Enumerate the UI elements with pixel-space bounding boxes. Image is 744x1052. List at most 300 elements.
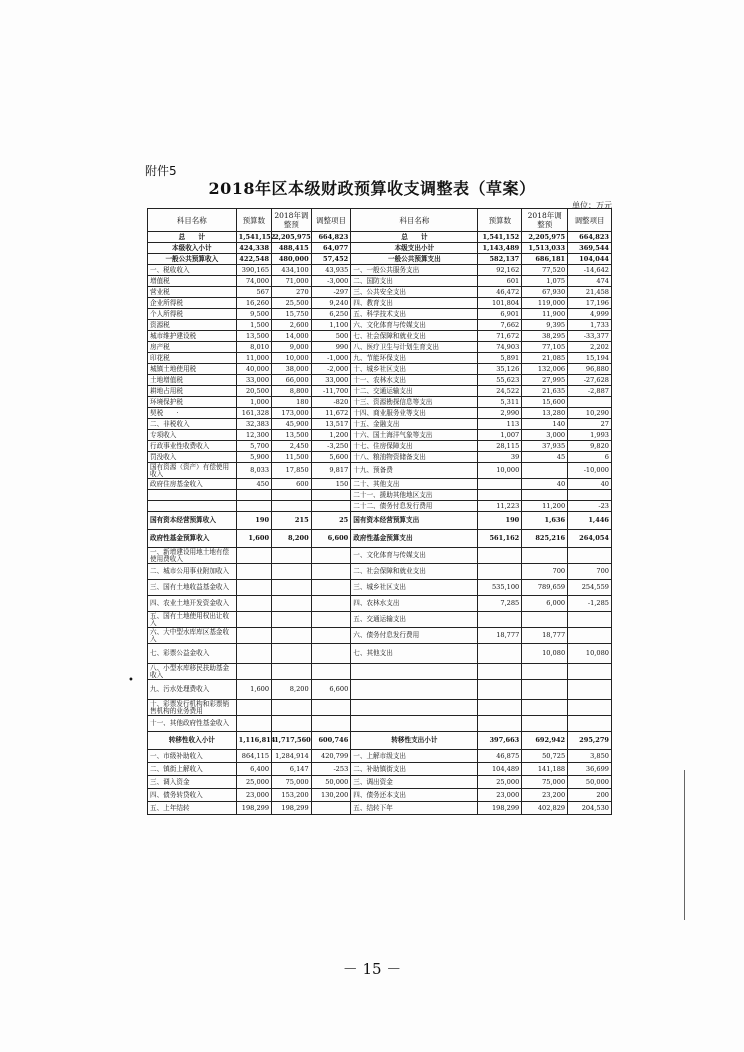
amount-cell: 45	[522, 452, 568, 463]
amount-cell: 132,006	[522, 364, 568, 375]
amount-cell: 92,162	[478, 265, 522, 276]
amount-cell: 2,205,975	[522, 232, 568, 243]
amount-cell: 9,240	[311, 298, 351, 309]
table-row	[148, 232, 612, 243]
item-name-cell: 五、上年结转	[148, 802, 237, 815]
amount-cell: 1,000	[236, 397, 271, 408]
amount-cell	[236, 596, 271, 612]
amount-cell: 24,522	[478, 386, 522, 397]
amount-cell: 50,000	[311, 776, 351, 789]
amount-cell: 23,000	[478, 789, 522, 802]
amount-cell: 5,600	[311, 452, 351, 463]
amount-cell: 140	[522, 419, 568, 430]
amount-cell: -11,700	[311, 386, 351, 397]
header-cell: 科目名称	[148, 209, 237, 232]
item-name-cell: 印花税	[148, 353, 237, 364]
table-row	[148, 298, 612, 309]
amount-cell: 9,000	[272, 342, 312, 353]
amount-cell	[478, 548, 522, 564]
amount-cell	[568, 628, 612, 644]
amount-cell: 5,891	[478, 353, 522, 364]
amount-cell: 77,520	[522, 265, 568, 276]
item-name-cell: 五、结转下年	[351, 802, 478, 815]
item-name-cell: 总 计	[351, 232, 478, 243]
amount-cell: 2,202	[568, 342, 612, 353]
table-row	[148, 716, 612, 732]
amount-cell: 686,181	[522, 254, 568, 265]
item-name-cell: 七、其他支出	[351, 644, 478, 664]
amount-cell: 8,800	[272, 386, 312, 397]
amount-cell: 46,875	[478, 750, 522, 763]
amount-cell: 500	[311, 331, 351, 342]
amount-cell: 1,446	[568, 512, 612, 530]
amount-cell: 1,541,152	[478, 232, 522, 243]
amount-cell: 561,162	[478, 530, 522, 548]
amount-cell: 1,284,914	[272, 750, 312, 763]
amount-cell: 7,662	[478, 320, 522, 331]
amount-cell: 101,804	[478, 298, 522, 309]
amount-cell	[478, 716, 522, 732]
amount-cell: 422,548	[236, 254, 271, 265]
amount-cell	[236, 612, 271, 628]
table-row	[148, 254, 612, 265]
amount-cell: 700	[522, 564, 568, 580]
amount-cell	[522, 664, 568, 680]
amount-cell: 25,500	[272, 298, 312, 309]
amount-cell: 3,000	[522, 430, 568, 441]
amount-cell: 96,880	[568, 364, 612, 375]
table-row	[148, 441, 612, 452]
amount-cell	[568, 716, 612, 732]
table-row	[148, 664, 612, 680]
item-name-cell: 四、农林水支出	[351, 596, 478, 612]
amount-cell: 104,044	[568, 254, 612, 265]
amount-cell: 1,143,489	[478, 243, 522, 254]
amount-cell: 17,850	[272, 463, 312, 479]
item-name-cell: 一、市级补助收入	[148, 750, 237, 763]
amount-cell	[272, 716, 312, 732]
item-name-cell: 国有资本经营预算支出	[351, 512, 478, 530]
amount-cell	[236, 664, 271, 680]
item-name-cell: 二十、其他支出	[351, 479, 478, 490]
amount-cell: -2,000	[311, 364, 351, 375]
item-name-cell	[351, 700, 478, 716]
amount-cell: 1,541,152	[236, 232, 271, 243]
amount-cell: -2,887	[568, 386, 612, 397]
amount-cell	[236, 490, 271, 501]
item-name-cell: 一、一般公共服务支出	[351, 265, 478, 276]
amount-cell: 600	[272, 479, 312, 490]
item-name-cell: 五、科学技术支出	[351, 309, 478, 320]
amount-cell: 600,746	[311, 732, 351, 750]
table-row	[148, 331, 612, 342]
amount-cell: 21,458	[568, 287, 612, 298]
amount-cell: 1,513,033	[522, 243, 568, 254]
table-row	[148, 802, 612, 815]
amount-cell: 1,993	[568, 430, 612, 441]
amount-cell: -1,285	[568, 596, 612, 612]
table-row	[148, 490, 612, 501]
amount-cell: 11,200	[522, 501, 568, 512]
amount-cell: 20,500	[236, 386, 271, 397]
item-name-cell: 总 计	[148, 232, 237, 243]
amount-cell	[568, 490, 612, 501]
amount-cell	[272, 548, 312, 564]
table-row	[148, 287, 612, 298]
amount-cell: 23,200	[522, 789, 568, 802]
amount-cell	[272, 628, 312, 644]
amount-cell: 75,000	[522, 776, 568, 789]
amount-cell: 10,000	[478, 463, 522, 479]
amount-cell: 18,777	[478, 628, 522, 644]
amount-cell: 12,300	[236, 430, 271, 441]
amount-cell: 198,299	[272, 802, 312, 815]
amount-cell: 104,489	[478, 763, 522, 776]
amount-cell	[236, 548, 271, 564]
amount-cell: 1,636	[522, 512, 568, 530]
amount-cell: 11,223	[478, 501, 522, 512]
item-name-cell: 十七、住房保障支出	[351, 441, 478, 452]
item-name-cell: 十四、商业服务业等支出	[351, 408, 478, 419]
table-row	[148, 580, 612, 596]
amount-cell: 13,500	[272, 430, 312, 441]
item-name-cell: 环境保护税	[148, 397, 237, 408]
amount-cell	[236, 644, 271, 664]
amount-cell	[311, 596, 351, 612]
amount-cell: 2,205,975	[272, 232, 312, 243]
amount-cell: 113	[478, 419, 522, 430]
item-name-cell: 十九、预备费	[351, 463, 478, 479]
table-row	[148, 763, 612, 776]
amount-cell: 40	[568, 479, 612, 490]
amount-cell: 74,000	[236, 276, 271, 287]
document-title: 2018年区本级财政预算收支调整表（草案）	[208, 179, 536, 198]
amount-cell: 190	[236, 512, 271, 530]
item-name-cell: 十、彩票发行机构和彩票销售机构的业务费用	[148, 700, 237, 716]
amount-cell: 11,500	[272, 452, 312, 463]
amount-cell: 10,080	[568, 644, 612, 664]
amount-cell: 75,000	[272, 776, 312, 789]
amount-cell	[568, 548, 612, 564]
item-name-cell: 三、城乡社区支出	[351, 580, 478, 596]
item-name-cell: 三、调出资金	[351, 776, 478, 789]
amount-cell	[272, 564, 312, 580]
amount-cell: 71,672	[478, 331, 522, 342]
amount-cell	[522, 490, 568, 501]
amount-cell: 488,415	[272, 243, 312, 254]
amount-cell: 35,126	[478, 364, 522, 375]
amount-cell: 6,000	[522, 596, 568, 612]
amount-cell: 1,075	[522, 276, 568, 287]
amount-cell: 27	[568, 419, 612, 430]
amount-cell: 38,295	[522, 331, 568, 342]
table-row	[148, 353, 612, 364]
item-name-cell: 企业所得税	[148, 298, 237, 309]
item-name-cell: 三、公共安全支出	[351, 287, 478, 298]
amount-cell	[478, 664, 522, 680]
amount-cell: 390,165	[236, 265, 271, 276]
item-name-cell: 一、税收收入	[148, 265, 237, 276]
item-name-cell: 六、债务付息发行费用	[351, 628, 478, 644]
amount-cell: 40,000	[236, 364, 271, 375]
amount-cell	[311, 580, 351, 596]
item-name-cell: 十二、交通运输支出	[351, 386, 478, 397]
amount-cell	[236, 564, 271, 580]
item-name-cell: 三、调入资金	[148, 776, 237, 789]
item-name-cell: 三、国有土地收益基金收入	[148, 580, 237, 596]
amount-cell: 21,635	[522, 386, 568, 397]
header-cell: 预算数	[478, 209, 522, 232]
amount-cell: -3,000	[311, 276, 351, 287]
table-row	[148, 309, 612, 320]
item-name-cell: 六、文化体育与传媒支出	[351, 320, 478, 331]
amount-cell: 480,000	[272, 254, 312, 265]
amount-cell: 990	[311, 342, 351, 353]
amount-cell: 50,725	[522, 750, 568, 763]
item-name-cell: 二、镇街上解收入	[148, 763, 237, 776]
amount-cell	[311, 628, 351, 644]
amount-cell: 864,115	[236, 750, 271, 763]
item-name-cell: 政府性基金预算收入	[148, 530, 237, 548]
amount-cell: 9,395	[522, 320, 568, 331]
amount-cell: 38,000	[272, 364, 312, 375]
item-name-cell	[148, 501, 237, 512]
amount-cell: 9,500	[236, 309, 271, 320]
amount-cell: 9,820	[568, 441, 612, 452]
amount-cell: 8,200	[272, 530, 312, 548]
amount-cell: 45,900	[272, 419, 312, 430]
amount-cell: 77,105	[522, 342, 568, 353]
amount-cell	[311, 716, 351, 732]
amount-cell	[311, 612, 351, 628]
amount-cell: 700	[568, 564, 612, 580]
table-row	[148, 364, 612, 375]
amount-cell: 204,530	[568, 802, 612, 815]
amount-cell: 3,850	[568, 750, 612, 763]
item-name-cell: 四、债务还本支出	[351, 789, 478, 802]
item-name-cell: 转移性支出小计	[351, 732, 478, 750]
amount-cell: -297	[311, 287, 351, 298]
amount-cell: 67,930	[522, 287, 568, 298]
amount-cell: 4,999	[568, 309, 612, 320]
amount-cell	[311, 490, 351, 501]
amount-cell: 16,260	[236, 298, 271, 309]
amount-cell	[236, 628, 271, 644]
amount-cell: 11,900	[522, 309, 568, 320]
item-name-cell: 国有资本经营预算收入	[148, 512, 237, 530]
amount-cell: 6	[568, 452, 612, 463]
unit-label: 单位：万元	[572, 201, 612, 210]
item-name-cell: 二、非税收入	[148, 419, 237, 430]
amount-cell: -10,000	[568, 463, 612, 479]
table-row	[148, 265, 612, 276]
amount-cell	[478, 680, 522, 700]
amount-cell: 254,559	[568, 580, 612, 596]
table-row	[148, 530, 612, 548]
item-name-cell: 二十一、援助其他地区支出	[351, 490, 478, 501]
amount-cell: 7,285	[478, 596, 522, 612]
item-name-cell: 八、医疗卫生与计划生育支出	[351, 342, 478, 353]
amount-cell: -33,377	[568, 331, 612, 342]
item-name-cell: 四、教育支出	[351, 298, 478, 309]
item-name-cell: 九、污水处理费收入	[148, 680, 237, 700]
item-name-cell: 资源税	[148, 320, 237, 331]
item-name-cell: 十一、其他政府性基金收入	[148, 716, 237, 732]
amount-cell	[272, 490, 312, 501]
amount-cell: 130,200	[311, 789, 351, 802]
amount-cell	[568, 612, 612, 628]
amount-cell: 270	[272, 287, 312, 298]
item-name-cell: 七、社会保障和就业支出	[351, 331, 478, 342]
item-name-cell: 二、社会保障和就业支出	[351, 564, 478, 580]
amount-cell: -1,000	[311, 353, 351, 364]
amount-cell: 198,299	[478, 802, 522, 815]
amount-cell: -14,642	[568, 265, 612, 276]
amount-cell: 8,033	[236, 463, 271, 479]
amount-cell: 18,777	[522, 628, 568, 644]
table-row	[148, 564, 612, 580]
amount-cell	[236, 501, 271, 512]
amount-cell: 692,942	[522, 732, 568, 750]
amount-cell	[272, 501, 312, 512]
item-name-cell: 土地增值税	[148, 375, 237, 386]
table-row	[148, 452, 612, 463]
amount-cell	[568, 700, 612, 716]
amount-cell: 10,080	[522, 644, 568, 664]
amount-cell: 11,672	[311, 408, 351, 419]
amount-cell	[236, 716, 271, 732]
table-row	[148, 776, 612, 789]
amount-cell: 25,000	[236, 776, 271, 789]
amount-cell: 450	[236, 479, 271, 490]
item-name-cell: 十、城乡社区支出	[351, 364, 478, 375]
amount-cell: 66,000	[272, 375, 312, 386]
item-name-cell	[148, 490, 237, 501]
amount-cell: 198,299	[236, 802, 271, 815]
amount-cell	[522, 548, 568, 564]
item-name-cell: 耕地占用税	[148, 386, 237, 397]
amount-cell	[311, 548, 351, 564]
amount-cell: 64,077	[311, 243, 351, 254]
table-row	[148, 419, 612, 430]
item-name-cell: 十一、农林水支出	[351, 375, 478, 386]
header-cell: 2018年调整预	[272, 209, 312, 232]
amount-cell: 8,200	[272, 680, 312, 700]
amount-cell: 6,600	[311, 530, 351, 548]
item-name-cell: 十六、国土海洋气象等支出	[351, 430, 478, 441]
item-name-cell: 四、债务转贷收入	[148, 789, 237, 802]
table-row	[148, 386, 612, 397]
table-row	[148, 732, 612, 750]
item-name-cell: 六、大中型水库库区基金收入	[148, 628, 237, 644]
amount-cell: 1,600	[236, 530, 271, 548]
item-name-cell	[351, 664, 478, 680]
amount-cell: 33,000	[236, 375, 271, 386]
header-cell: 调整项目	[568, 209, 612, 232]
amount-cell: 1,500	[236, 320, 271, 331]
amount-cell: -23	[568, 501, 612, 512]
amount-cell	[568, 397, 612, 408]
amount-cell: 1,733	[568, 320, 612, 331]
amount-cell: 36,699	[568, 763, 612, 776]
amount-cell: 789,659	[522, 580, 568, 596]
amount-cell: 25,000	[478, 776, 522, 789]
amount-cell: 582,137	[478, 254, 522, 265]
amount-cell	[522, 463, 568, 479]
amount-cell: 33,000	[311, 375, 351, 386]
amount-cell: 46,472	[478, 287, 522, 298]
amount-cell	[311, 644, 351, 664]
amount-cell	[522, 716, 568, 732]
amount-cell: 6,147	[272, 763, 312, 776]
header-cell: 科目名称	[351, 209, 478, 232]
amount-cell	[272, 644, 312, 664]
amount-cell	[272, 596, 312, 612]
item-name-cell: 一般公共预算收入	[148, 254, 237, 265]
amount-cell: 150	[311, 479, 351, 490]
amount-cell	[478, 612, 522, 628]
table-row	[148, 680, 612, 700]
amount-cell	[272, 580, 312, 596]
table-row	[148, 430, 612, 441]
amount-cell	[522, 680, 568, 700]
item-name-cell: 增值税	[148, 276, 237, 287]
amount-cell	[272, 612, 312, 628]
amount-cell	[311, 802, 351, 815]
item-name-cell: 国有资源（资产）有偿使用收入	[148, 463, 237, 479]
item-name-cell	[351, 680, 478, 700]
table-row	[148, 612, 612, 628]
amount-cell: 25	[311, 512, 351, 530]
table-row	[148, 479, 612, 490]
scan-edge-line	[684, 770, 685, 920]
table-row	[148, 463, 612, 479]
item-name-cell: 一、新增建设用地土地有偿使用费收入	[148, 548, 237, 564]
amount-cell: 37,935	[522, 441, 568, 452]
amount-cell: 23,000	[236, 789, 271, 802]
amount-cell	[311, 700, 351, 716]
amount-cell	[478, 644, 522, 664]
item-name-cell: 专项收入	[148, 430, 237, 441]
amount-cell: 10,290	[568, 408, 612, 419]
amount-cell: 13,500	[236, 331, 271, 342]
item-name-cell: 本级收入小计	[148, 243, 237, 254]
amount-cell: 397,663	[478, 732, 522, 750]
item-name-cell: 七、彩票公益金收入	[148, 644, 237, 664]
table-row	[148, 596, 612, 612]
amount-cell	[311, 501, 351, 512]
amount-cell: 190	[478, 512, 522, 530]
item-name-cell: 四、农业土地开发资金收入	[148, 596, 237, 612]
amount-cell: 2,450	[272, 441, 312, 452]
table-row	[148, 375, 612, 386]
amount-cell	[478, 479, 522, 490]
table-row	[148, 408, 612, 419]
amount-cell: 5,700	[236, 441, 271, 452]
amount-cell: 141,188	[522, 763, 568, 776]
amount-cell: -253	[311, 763, 351, 776]
amount-cell	[522, 612, 568, 628]
amount-cell	[311, 664, 351, 680]
table-row	[148, 397, 612, 408]
amount-cell: 11,000	[236, 353, 271, 364]
table-row	[148, 342, 612, 353]
amount-cell: 424,338	[236, 243, 271, 254]
item-name-cell: 二、国防支出	[351, 276, 478, 287]
amount-cell: 153,200	[272, 789, 312, 802]
amount-cell: 2,600	[272, 320, 312, 331]
amount-cell: 40	[522, 479, 568, 490]
